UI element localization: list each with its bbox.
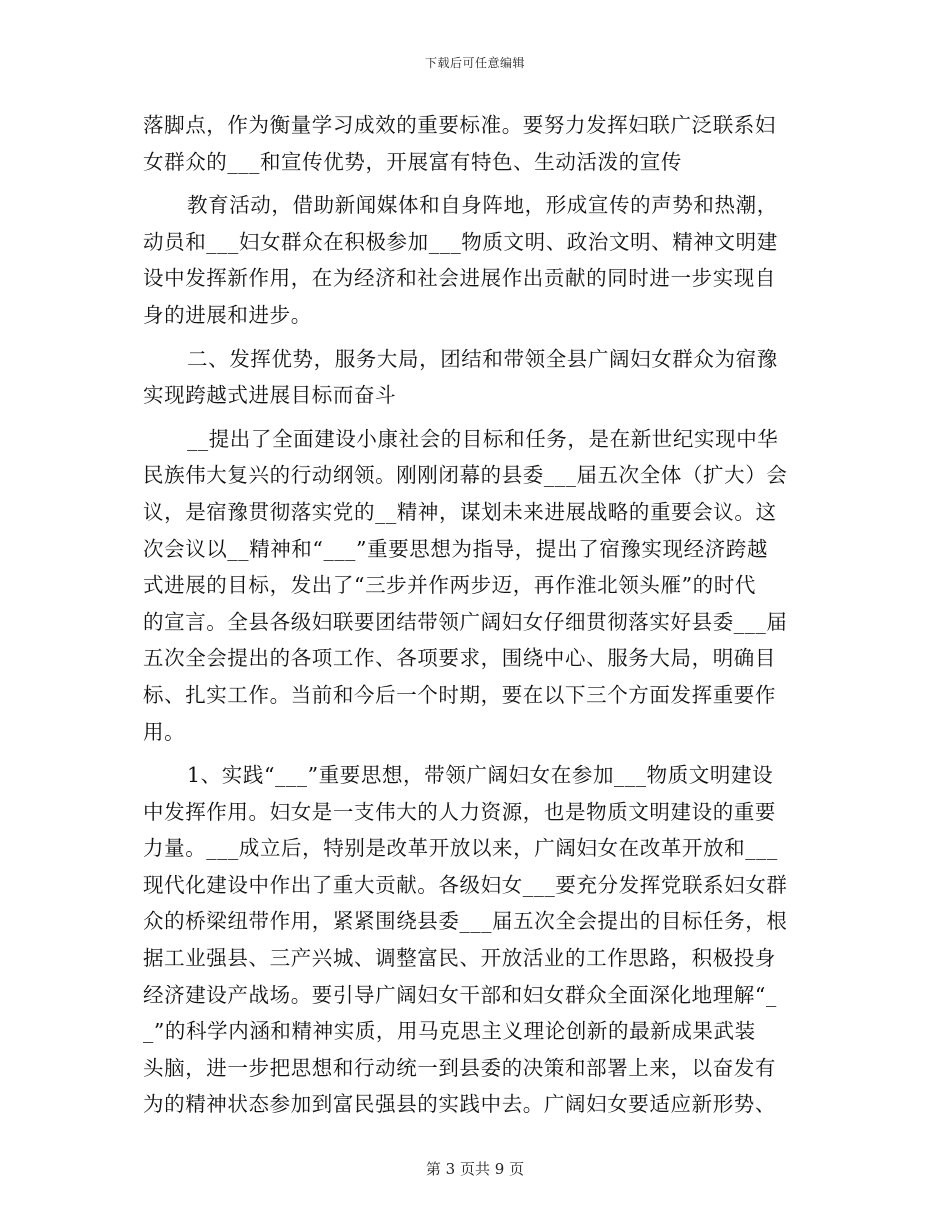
text-line: 设中发挥新作用，在为经济和社会进展作出贡献的同时进一步实现自 — [143, 266, 776, 291]
text-line: 现代化建设中作出了重大贡献。各级妇女___要充分发挥党联系妇女群 — [143, 872, 788, 897]
text-line: 为的精神状态参加到富民强县的实践中去。广阔妇女要适应新形势、 — [143, 1092, 776, 1117]
text-line: 五次全会提出的各项工作、各项要求，围绕中心、服务大局，明确目 — [143, 646, 776, 671]
page-footer: 第 3 页共 9 页 — [425, 1160, 525, 1178]
text-line: 标、扎实工作。当前和今后一个时期，要在以下三个方面发挥重要作 — [143, 682, 776, 707]
text-line: 民族伟大复兴的行动纲领。刚刚闭幕的县委___届五次全体（扩大）会 — [143, 463, 788, 488]
text-line: 身的进展和进步。 — [143, 302, 312, 327]
text-line: 据工业强县、三产兴城、调整富民、开放活业的工作思路，积极投身 — [143, 946, 776, 971]
document-body — [143, 107, 811, 1123]
text-line: 次会议以__精神和“___”重要思想为指导，提出了宿豫实现经济跨越 — [143, 536, 769, 561]
text-line: 经济建设产战场。要引导广阔妇女干部和妇女群众全面深化地理解“_ — [143, 982, 777, 1007]
paragraph-start-line: __提出了全面建设小康社会的目标和任务，是在新世纪实现中华 — [187, 426, 779, 451]
paragraph-start-line: 1、实践“___”重要思想，带领广阔妇女在参加___物质文明建设 — [187, 763, 774, 788]
text-line: 女群众的___和宣传优势，开展富有特色、生动活泼的宣传 — [143, 149, 682, 174]
text-line: 落脚点，作为衡量学习成效的重要标准。要努力发挥妇联广泛联系妇 — [143, 113, 776, 137]
text-line: _”的科学内涵和精神实质，用马克思主义理论创新的最新成果武装 — [143, 1019, 756, 1044]
text-line: 式进展的目标，发出了“三步并作两步迈，再作淮北领头雁”的时代 — [143, 573, 756, 598]
text-line: 用。 — [143, 719, 186, 744]
paragraph-start-line: 教育活动，借助新闻媒体和自身阵地，形成宣传的声势和热潮， — [187, 193, 778, 218]
text-line: 中发挥作用。妇女是一支伟大的人力资源，也是物质文明建设的重要 — [143, 799, 776, 824]
section-heading-line: 实现跨越式进展目标而奋斗 — [143, 383, 397, 408]
page-header: 下载后可任意编辑 — [424, 56, 525, 70]
text-line: 议，是宿豫贯彻落实党的__精神，谋划未来进展战略的重要会议。这 — [143, 499, 777, 524]
text-line: 头脑，进一步把思想和行动统一到县委的决策和部署上来，以奋发有 — [143, 1055, 776, 1080]
text-line: 动员和___妇女群众在积极参加___物质文明、政治文明、精神文明建 — [143, 229, 778, 254]
text-line: 的宣言。全县各级妇联要团结带领广阔妇女仔细贯彻落实好县委___届 — [143, 609, 788, 634]
text-line: 力量。___成立后，特别是改革开放以来，广阔妇女在改革开放和___ — [143, 836, 778, 861]
section-heading-line: 二、发挥优势，服务大局，团结和带领全县广阔妇女群众为宿豫 — [187, 346, 778, 371]
text-line: 众的桥梁纽带作用，紧紧围绕县委___届五次全会提出的目标任务，根 — [143, 909, 788, 934]
